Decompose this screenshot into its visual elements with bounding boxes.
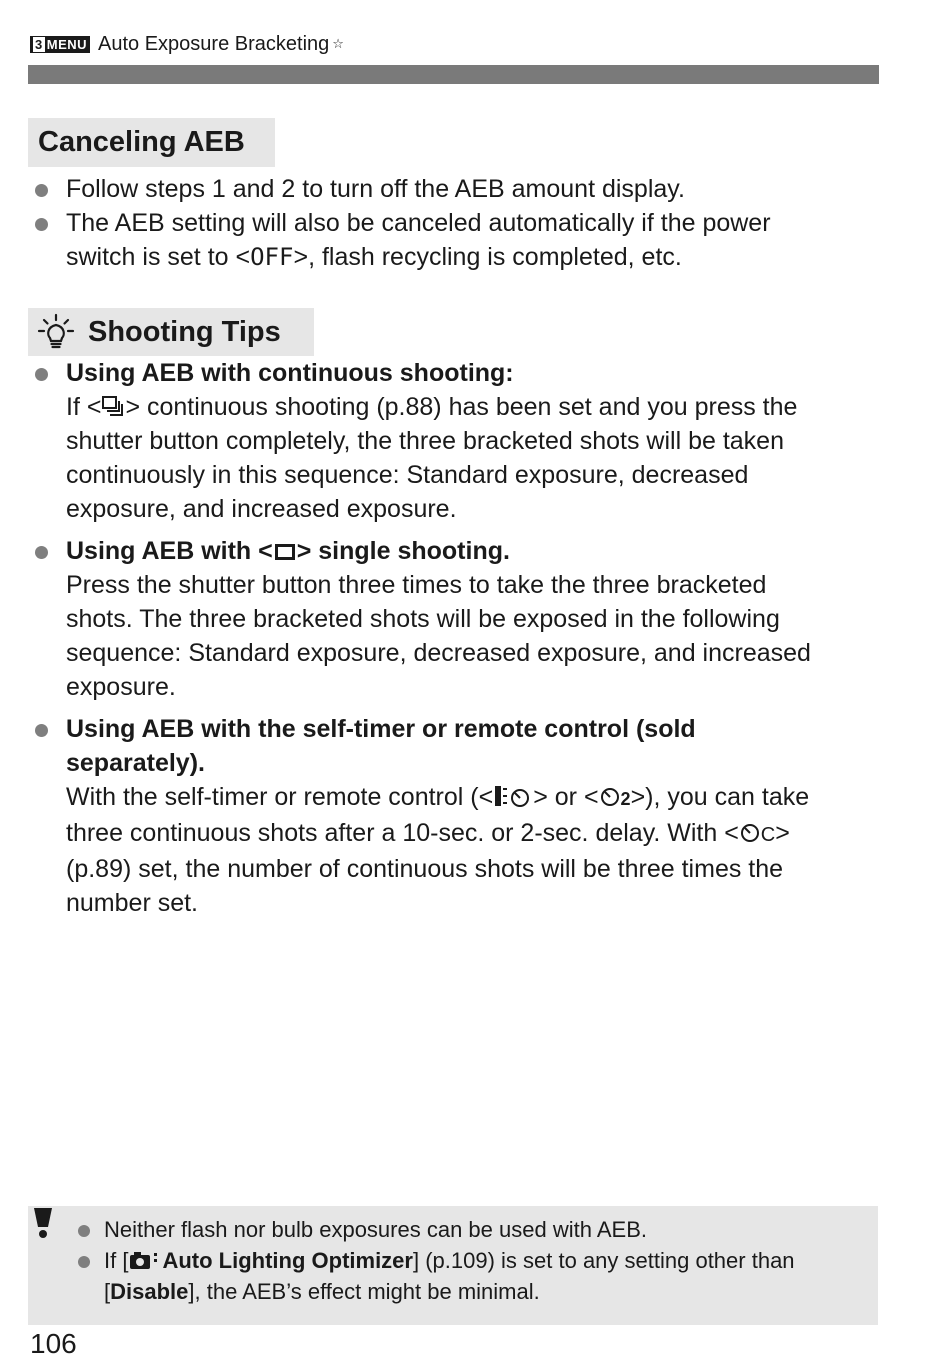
page-header <box>30 30 344 58</box>
page-title: Auto Exposure Bracketing <box>98 32 330 55</box>
lightbulb-icon <box>36 312 76 352</box>
caution-bullet-1: Neither flash nor bulb exposures can be used with AEB. <box>104 1217 647 1242</box>
page-number: 106 <box>30 1328 77 1359</box>
continuous-shooting-icon <box>101 394 125 418</box>
bullet-icon <box>35 218 48 231</box>
bullet-icon <box>78 1256 90 1268</box>
caution-note <box>28 1206 878 1325</box>
section-heading-shooting-tips: Shooting Tips <box>28 308 314 356</box>
single-shooting-icon <box>275 544 295 560</box>
canceling-bullet-1: Follow steps 1 and 2 to turn off the AEB amount display. <box>66 175 685 203</box>
shooting-menu-camera-icon <box>128 1250 162 1272</box>
bullet-icon <box>35 368 48 381</box>
tip-single-shooting: Using AEB with < > single shooting. Press the shutter button three times to take the three bracketed shots. The three bracketed shots will be exposed in the following sequence: Standard exposure, decreased exposure, and increased exposure. <box>66 537 811 701</box>
bullet-icon <box>78 1225 90 1237</box>
self-timer-10s-remote-icon <box>493 784 533 808</box>
self-timer-icon <box>739 820 761 844</box>
star-icon: ☆ <box>332 36 344 51</box>
bullet-icon <box>35 184 48 197</box>
bullet-icon <box>35 724 48 737</box>
canceling-bullet-2: The AEB setting will also be canceled automatically if the power switch is set to <OFF>, flash recycling is completed, etc. <box>66 209 771 271</box>
menu-icon: 3 MENU <box>30 36 90 53</box>
bullet-icon <box>35 546 48 559</box>
off-icon: OFF <box>250 243 294 271</box>
header-divider <box>28 65 879 84</box>
section-heading-canceling-aeb: Canceling AEB <box>28 118 275 167</box>
tip-continuous-shooting: Using AEB with continuous shooting: If < > continuous shooting (p.88) has been set and you press the shutter button completely, the three bracketed shots will be taken continuously in this sequence: Standard exposure, decreased exposure, and increased exposure. <box>66 359 798 523</box>
caution-bullet-2: If [ Auto Lighting Optimizer] (p.109) is set to any setting other than [Disable], the AEB’s effect might be minimal. <box>104 1248 795 1304</box>
self-timer-icon <box>599 784 621 808</box>
caution-icon <box>28 1206 58 1240</box>
tip-self-timer-remote: Using AEB with the self-timer or remote control (sold separately). With the self-timer or remote control (< > or < 2>), you can take three continuous shots after a 10-sec. or 2-sec. delay. With < C> (p.89) set, the number of continuous shots will be three times the number set. <box>66 715 810 917</box>
